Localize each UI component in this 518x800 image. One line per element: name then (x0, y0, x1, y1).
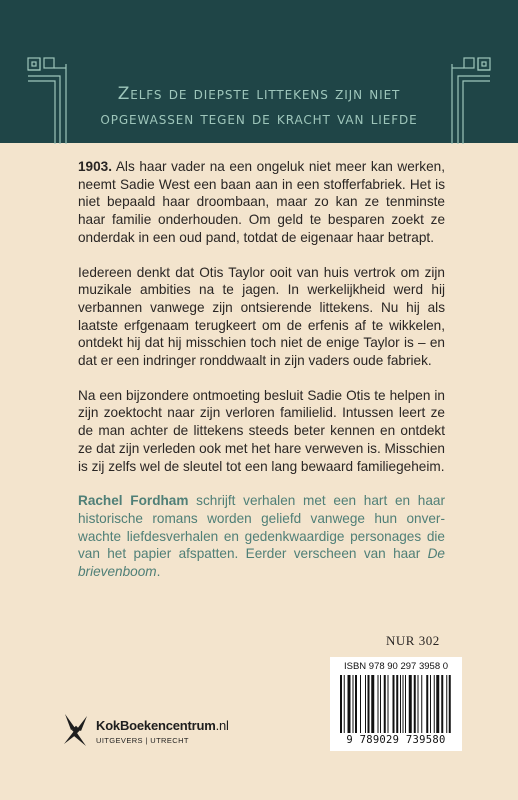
author-bio (78, 492, 445, 581)
header-band (0, 0, 518, 143)
blurb-paragraph-2: Iedereen denkt dat Otis Taylor ooit van huis vertrok om zijn muzikale ambities na te jagen. In werkelijkheid werd hij verbannen vanwege zijn ontsierende littekens. Nu hij als laatste erfgenaam terugkeert om de erfenis af te wikkelen, ontdekt hij dat hij misschien toch niet de enige Taylor is – en dat er een indringer ronddwaalt in zijn vaders oude fabriek. (78, 264, 445, 369)
blurb-paragraph-1-text: Als haar vader na een ongeluk niet meer kan werken, neemt Sadie West een baan aan in een stofferfabriek. Het is niet bepaald haar droombaan, maar zo kan ze tenminste haar familie onderhouden. Om geld te besparen zoekt ze onderdak in een oud pand, totdat de eigenaar haar betrapt. (78, 159, 445, 245)
publisher-name-suffix: .nl (215, 718, 229, 733)
publisher-name-bold: KokBoekencentrum (96, 718, 216, 733)
author-bio-text: schrijft verhalen met een hart en haar historische romans worden geliefd vanwege hun onverwachte liefdesverhalen en gedenkwaardige personages die van het papier afspatten. Eerder verscheen van haar (78, 493, 445, 562)
blurb (78, 158, 445, 598)
publisher-name (96, 718, 229, 733)
barcode-icon (340, 675, 452, 733)
tagline-line-2: opgewassen tegen de kracht van liefde (100, 109, 418, 129)
art-deco-ornament-left-icon (26, 56, 70, 146)
tagline (90, 82, 428, 132)
previous-book-title: De brievenboom (78, 546, 445, 580)
tagline-line-1: Zelfs de diepste littekens zijn niet (117, 84, 401, 104)
isbn-label: ISBN 978 90 297 3958 0 (343, 661, 449, 672)
author-bio-end: . (156, 564, 161, 580)
author-name: Rachel Fordham (78, 493, 189, 509)
art-deco-ornament-right-icon (448, 56, 492, 146)
blurb-paragraph-3: Na een bijzondere ontmoeting besluit Sadie Otis te helpen in zijn zoektocht naar zijn verloren familielid. Intussen leert ze de man achter de littekens steeds beter kennen en ontdekt ze dat zijn verleden ook met het hare verweven is. Misschien is zij zelfs wel de sleutel tot een lang bewaard familiegeheim. (78, 387, 445, 474)
publisher-mark-icon (62, 712, 90, 748)
blurb-paragraph-1 (78, 158, 445, 247)
barcode-digits: 9 789029 739580 (346, 734, 446, 746)
isbn-barcode-box (330, 657, 462, 751)
publisher-subline: UITGEVERS | UTRECHT (96, 736, 189, 745)
blurb-year: 1903. (78, 159, 113, 174)
nur-code: NUR 302 (386, 633, 440, 648)
